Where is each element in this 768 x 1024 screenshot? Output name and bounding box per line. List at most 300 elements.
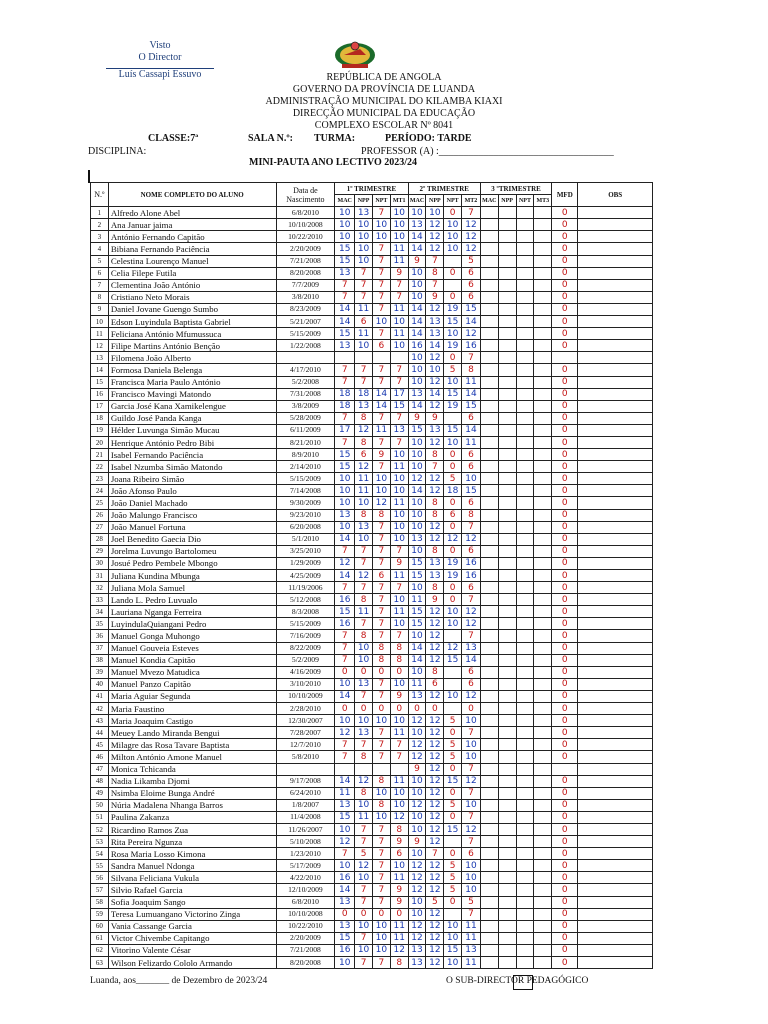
- row-number[interactable]: 49: [91, 787, 109, 799]
- grade-t1-1[interactable]: 7: [355, 376, 373, 388]
- row-number[interactable]: 37: [91, 642, 109, 654]
- student-name[interactable]: António Fernando Capitão: [108, 231, 276, 243]
- grade-t1-3[interactable]: 15: [390, 400, 408, 412]
- student-name[interactable]: Victor Chivembe Capitango: [108, 932, 276, 944]
- obs-cell[interactable]: [578, 908, 653, 920]
- grade-t3-3[interactable]: [534, 957, 552, 969]
- grade-t1-2[interactable]: 8: [372, 654, 390, 666]
- grade-t1-2[interactable]: 7: [372, 896, 390, 908]
- grade-t3-1[interactable]: [498, 303, 516, 315]
- grade-t2-3[interactable]: 6: [462, 449, 481, 461]
- row-number[interactable]: 5: [91, 255, 109, 267]
- mfd-value[interactable]: 0: [552, 424, 578, 436]
- mfd-value[interactable]: 0: [552, 836, 578, 848]
- row-number[interactable]: 55: [91, 860, 109, 872]
- grade-t2-3[interactable]: 11: [462, 920, 481, 932]
- row-number[interactable]: 13: [91, 352, 109, 364]
- obs-cell[interactable]: [578, 340, 653, 352]
- grade-t1-2[interactable]: 7: [372, 751, 390, 763]
- grade-t2-2[interactable]: [444, 412, 462, 424]
- grade-t1-3[interactable]: 8: [390, 957, 408, 969]
- grade-t3-1[interactable]: [498, 570, 516, 582]
- grade-t3-1[interactable]: [498, 340, 516, 352]
- grade-t3-3[interactable]: [534, 424, 552, 436]
- grade-t1-1[interactable]: 0: [355, 703, 373, 715]
- grade-t2-3[interactable]: 12: [462, 243, 481, 255]
- student-name[interactable]: Guildo José Panda Kanga: [108, 412, 276, 424]
- grade-t2-2[interactable]: 5: [444, 739, 462, 751]
- grade-t3-3[interactable]: [534, 279, 552, 291]
- grade-t1-3[interactable]: 10: [390, 618, 408, 630]
- grade-t2-1[interactable]: 12: [426, 533, 444, 545]
- birth-date[interactable]: 3/8/2009: [276, 400, 335, 412]
- grade-t1-1[interactable]: 7: [355, 364, 373, 376]
- student-name[interactable]: Vitorino Valente César: [108, 944, 276, 956]
- birth-date[interactable]: 4/16/2009: [276, 666, 335, 678]
- grade-t3-0[interactable]: [480, 267, 498, 279]
- grade-t3-1[interactable]: [498, 654, 516, 666]
- grade-t2-1[interactable]: 12: [426, 763, 444, 775]
- grade-t1-2[interactable]: 10: [372, 485, 390, 497]
- grade-t3-2[interactable]: [516, 328, 534, 340]
- grade-t3-0[interactable]: [480, 207, 498, 219]
- grade-t1-0[interactable]: 10: [335, 823, 355, 835]
- grade-t2-1[interactable]: 12: [426, 630, 444, 642]
- grade-t2-2[interactable]: 19: [444, 340, 462, 352]
- grade-t2-0[interactable]: 15: [408, 606, 426, 618]
- grade-t2-2[interactable]: 15: [444, 316, 462, 328]
- grade-t2-2[interactable]: [444, 678, 462, 690]
- grade-t2-1[interactable]: 7: [426, 848, 444, 860]
- obs-cell[interactable]: [578, 485, 653, 497]
- grade-t2-1[interactable]: 12: [426, 957, 444, 969]
- grade-t1-1[interactable]: 10: [355, 872, 373, 884]
- birth-date[interactable]: 9/30/2009: [276, 497, 335, 509]
- grade-t3-0[interactable]: [480, 836, 498, 848]
- grade-t3-0[interactable]: [480, 582, 498, 594]
- birth-date[interactable]: 2/14/2010: [276, 461, 335, 473]
- birth-date[interactable]: 5/17/2009: [276, 860, 335, 872]
- grade-t1-2[interactable]: 10: [372, 944, 390, 956]
- grade-t2-0[interactable]: 13: [408, 219, 426, 231]
- mfd-value[interactable]: [552, 763, 578, 775]
- grade-t3-2[interactable]: [516, 521, 534, 533]
- grade-t2-1[interactable]: 12: [426, 920, 444, 932]
- grade-t3-3[interactable]: [534, 291, 552, 303]
- mfd-value[interactable]: 0: [552, 920, 578, 932]
- row-number[interactable]: 24: [91, 485, 109, 497]
- grade-t1-0[interactable]: 0: [335, 908, 355, 920]
- grade-t2-1[interactable]: 12: [426, 436, 444, 448]
- grade-t2-1[interactable]: 12: [426, 690, 444, 702]
- obs-cell[interactable]: [578, 303, 653, 315]
- grade-t3-1[interactable]: [498, 884, 516, 896]
- obs-cell[interactable]: [578, 291, 653, 303]
- grade-t2-0[interactable]: 9: [408, 763, 426, 775]
- grade-t1-0[interactable]: 0: [335, 666, 355, 678]
- grade-t2-2[interactable]: [444, 630, 462, 642]
- row-number[interactable]: 11: [91, 328, 109, 340]
- grade-t3-1[interactable]: [498, 461, 516, 473]
- grade-t3-3[interactable]: [534, 570, 552, 582]
- grade-t2-3[interactable]: 12: [462, 690, 481, 702]
- grade-t3-1[interactable]: [498, 642, 516, 654]
- grade-t3-3[interactable]: [534, 376, 552, 388]
- grade-t3-0[interactable]: [480, 545, 498, 557]
- grade-t2-1[interactable]: 12: [426, 727, 444, 739]
- grade-t2-3[interactable]: 10: [462, 860, 481, 872]
- grade-t1-3[interactable]: 9: [390, 884, 408, 896]
- grade-t3-2[interactable]: [516, 606, 534, 618]
- grade-t3-2[interactable]: [516, 545, 534, 557]
- grade-t2-0[interactable]: 10: [408, 666, 426, 678]
- grade-t2-2[interactable]: 0: [444, 582, 462, 594]
- grade-t2-0[interactable]: 10: [408, 908, 426, 920]
- birth-date[interactable]: 7/21/2008: [276, 255, 335, 267]
- grade-t2-1[interactable]: 12: [426, 352, 444, 364]
- grade-t1-0[interactable]: 13: [335, 267, 355, 279]
- grade-t1-1[interactable]: 8: [355, 787, 373, 799]
- grade-t3-0[interactable]: [480, 509, 498, 521]
- grade-t3-1[interactable]: [498, 509, 516, 521]
- obs-cell[interactable]: [578, 328, 653, 340]
- grade-t2-2[interactable]: 15: [444, 823, 462, 835]
- mfd-value[interactable]: 0: [552, 739, 578, 751]
- birth-date[interactable]: 10/22/2010: [276, 920, 335, 932]
- grade-t3-3[interactable]: [534, 449, 552, 461]
- grade-t3-2[interactable]: [516, 219, 534, 231]
- birth-date[interactable]: 11/19/2006: [276, 582, 335, 594]
- grade-t1-0[interactable]: [335, 352, 355, 364]
- grade-t1-0[interactable]: 14: [335, 884, 355, 896]
- grade-t3-0[interactable]: [480, 557, 498, 569]
- grade-t3-2[interactable]: [516, 243, 534, 255]
- row-number[interactable]: 2: [91, 219, 109, 231]
- row-number[interactable]: 34: [91, 606, 109, 618]
- grade-t2-1[interactable]: 12: [426, 473, 444, 485]
- grade-t1-2[interactable]: 8: [372, 642, 390, 654]
- grade-t2-3[interactable]: 10: [462, 751, 481, 763]
- grade-t1-3[interactable]: 11: [390, 775, 408, 787]
- obs-cell[interactable]: [578, 739, 653, 751]
- grade-t3-0[interactable]: [480, 884, 498, 896]
- grade-t3-3[interactable]: [534, 509, 552, 521]
- grade-t2-1[interactable]: 7: [426, 255, 444, 267]
- grade-t2-3[interactable]: 8: [462, 364, 481, 376]
- grade-t3-3[interactable]: [534, 823, 552, 835]
- row-number[interactable]: 16: [91, 388, 109, 400]
- grade-t3-1[interactable]: [498, 690, 516, 702]
- grade-t1-3[interactable]: 10: [390, 340, 408, 352]
- grade-t2-3[interactable]: 14: [462, 388, 481, 400]
- row-number[interactable]: 1: [91, 207, 109, 219]
- grade-t3-0[interactable]: [480, 291, 498, 303]
- grade-t1-0[interactable]: 15: [335, 328, 355, 340]
- birth-date[interactable]: 5/21/2007: [276, 316, 335, 328]
- grade-t3-1[interactable]: [498, 896, 516, 908]
- grade-t3-2[interactable]: [516, 884, 534, 896]
- grade-t3-0[interactable]: [480, 412, 498, 424]
- grade-t1-3[interactable]: 10: [390, 219, 408, 231]
- obs-cell[interactable]: [578, 836, 653, 848]
- obs-cell[interactable]: [578, 654, 653, 666]
- grade-t2-1[interactable]: 12: [426, 836, 444, 848]
- grade-t1-3[interactable]: 10: [390, 509, 408, 521]
- mfd-value[interactable]: 0: [552, 243, 578, 255]
- obs-cell[interactable]: [578, 896, 653, 908]
- grade-t1-2[interactable]: 7: [372, 823, 390, 835]
- grade-t1-0[interactable]: 11: [335, 787, 355, 799]
- obs-cell[interactable]: [578, 545, 653, 557]
- grade-t1-1[interactable]: 7: [355, 896, 373, 908]
- grade-t1-0[interactable]: 14: [335, 533, 355, 545]
- row-number[interactable]: 12: [91, 340, 109, 352]
- grade-t3-0[interactable]: [480, 872, 498, 884]
- birth-date[interactable]: 8/23/2009: [276, 303, 335, 315]
- grade-t1-0[interactable]: 12: [335, 836, 355, 848]
- grade-t3-1[interactable]: [498, 932, 516, 944]
- grade-t1-2[interactable]: 10: [372, 231, 390, 243]
- grade-t1-2[interactable]: 7: [372, 243, 390, 255]
- grade-t3-0[interactable]: [480, 606, 498, 618]
- grade-t3-3[interactable]: [534, 654, 552, 666]
- grade-t2-1[interactable]: 7: [426, 279, 444, 291]
- grade-t2-0[interactable]: 15: [408, 570, 426, 582]
- grade-t2-1[interactable]: 9: [426, 412, 444, 424]
- birth-date[interactable]: 9/23/2010: [276, 509, 335, 521]
- obs-cell[interactable]: [578, 751, 653, 763]
- grade-t1-3[interactable]: 11: [390, 255, 408, 267]
- grade-t2-0[interactable]: 14: [408, 243, 426, 255]
- birth-date[interactable]: 8/21/2010: [276, 436, 335, 448]
- grade-t2-2[interactable]: 0: [444, 763, 462, 775]
- birth-date[interactable]: 8/20/2008: [276, 267, 335, 279]
- grade-t1-1[interactable]: 10: [355, 944, 373, 956]
- grade-t2-0[interactable]: 9: [408, 836, 426, 848]
- grade-t2-1[interactable]: 12: [426, 908, 444, 920]
- grade-t2-1[interactable]: 12: [426, 739, 444, 751]
- grade-t2-1[interactable]: 13: [426, 570, 444, 582]
- grade-t2-3[interactable]: 16: [462, 557, 481, 569]
- grade-t1-3[interactable]: 9: [390, 267, 408, 279]
- student-name[interactable]: Josué Pedro Pembele Mbongo: [108, 557, 276, 569]
- mfd-value[interactable]: 0: [552, 364, 578, 376]
- grade-t1-1[interactable]: 7: [355, 279, 373, 291]
- grade-t3-3[interactable]: [534, 848, 552, 860]
- grade-t3-1[interactable]: [498, 533, 516, 545]
- mfd-value[interactable]: 0: [552, 751, 578, 763]
- student-name[interactable]: Feliciana António Mfumussuca: [108, 328, 276, 340]
- grade-t3-1[interactable]: [498, 557, 516, 569]
- grade-t3-0[interactable]: [480, 751, 498, 763]
- grade-t1-3[interactable]: 8: [390, 823, 408, 835]
- grade-t2-1[interactable]: 12: [426, 775, 444, 787]
- grade-t1-0[interactable]: 7: [335, 751, 355, 763]
- grade-t3-1[interactable]: [498, 920, 516, 932]
- grade-t2-0[interactable]: 10: [408, 267, 426, 279]
- grade-t3-3[interactable]: [534, 243, 552, 255]
- grade-t2-1[interactable]: 10: [426, 364, 444, 376]
- grade-t1-3[interactable]: 11: [390, 243, 408, 255]
- obs-cell[interactable]: [578, 763, 653, 775]
- grade-t2-3[interactable]: 16: [462, 570, 481, 582]
- grade-t1-2[interactable]: 7: [372, 836, 390, 848]
- grade-t1-2[interactable]: 7: [372, 364, 390, 376]
- birth-date[interactable]: 11/4/2008: [276, 811, 335, 823]
- grade-t2-0[interactable]: 10: [408, 376, 426, 388]
- mfd-value[interactable]: 0: [552, 461, 578, 473]
- grade-t3-2[interactable]: [516, 763, 534, 775]
- grade-t3-2[interactable]: [516, 255, 534, 267]
- row-number[interactable]: 21: [91, 449, 109, 461]
- grade-t2-2[interactable]: 10: [444, 376, 462, 388]
- grade-t2-2[interactable]: 0: [444, 497, 462, 509]
- grade-t1-1[interactable]: 10: [355, 642, 373, 654]
- student-name[interactable]: Joel Benedito Gaecia Dio: [108, 533, 276, 545]
- mfd-value[interactable]: 0: [552, 823, 578, 835]
- student-name[interactable]: Teresa Lumuangano Victorino Zinga: [108, 908, 276, 920]
- birth-date[interactable]: 5/12/2008: [276, 594, 335, 606]
- row-number[interactable]: 19: [91, 424, 109, 436]
- grade-t3-2[interactable]: [516, 267, 534, 279]
- grade-t1-0[interactable]: 7: [335, 436, 355, 448]
- student-name[interactable]: Manuel Panzo Capitão: [108, 678, 276, 690]
- grade-t3-1[interactable]: [498, 823, 516, 835]
- grade-t2-2[interactable]: 0: [444, 207, 462, 219]
- obs-cell[interactable]: [578, 860, 653, 872]
- grade-t3-2[interactable]: [516, 799, 534, 811]
- grade-t3-0[interactable]: [480, 243, 498, 255]
- grade-t1-1[interactable]: 8: [355, 630, 373, 642]
- row-number[interactable]: 10: [91, 316, 109, 328]
- grade-t2-1[interactable]: 12: [426, 376, 444, 388]
- grade-t3-1[interactable]: [498, 715, 516, 727]
- grade-t1-3[interactable]: 7: [390, 630, 408, 642]
- student-name[interactable]: Ana Januar jaima: [108, 219, 276, 231]
- grade-t1-2[interactable]: 10: [372, 932, 390, 944]
- grade-t1-1[interactable]: 11: [355, 328, 373, 340]
- mfd-value[interactable]: 0: [552, 727, 578, 739]
- grade-t3-3[interactable]: [534, 860, 552, 872]
- mfd-value[interactable]: 0: [552, 703, 578, 715]
- grade-t1-2[interactable]: 7: [372, 207, 390, 219]
- student-name[interactable]: Milagre das Rosa Tavare Baptista: [108, 739, 276, 751]
- grade-t3-2[interactable]: [516, 594, 534, 606]
- grade-t2-3[interactable]: 15: [462, 485, 481, 497]
- grade-t1-1[interactable]: 13: [355, 521, 373, 533]
- grade-t1-0[interactable]: 7: [335, 291, 355, 303]
- grade-t2-0[interactable]: 14: [408, 231, 426, 243]
- grade-t2-0[interactable]: 10: [408, 630, 426, 642]
- grade-t2-2[interactable]: 10: [444, 932, 462, 944]
- mfd-value[interactable]: 0: [552, 690, 578, 702]
- grade-t1-0[interactable]: 13: [335, 340, 355, 352]
- birth-date[interactable]: 5/15/2009: [276, 618, 335, 630]
- obs-cell[interactable]: [578, 352, 653, 364]
- grade-t1-3[interactable]: 7: [390, 279, 408, 291]
- grade-t1-0[interactable]: 16: [335, 944, 355, 956]
- grade-t2-0[interactable]: 12: [408, 872, 426, 884]
- grade-t2-3[interactable]: 6: [462, 545, 481, 557]
- grade-t2-1[interactable]: 12: [426, 751, 444, 763]
- grade-t2-1[interactable]: 12: [426, 303, 444, 315]
- grade-t3-2[interactable]: [516, 823, 534, 835]
- row-number[interactable]: 15: [91, 376, 109, 388]
- grade-t1-3[interactable]: 7: [390, 751, 408, 763]
- grade-t2-3[interactable]: 6: [462, 678, 481, 690]
- grade-t1-0[interactable]: 10: [335, 485, 355, 497]
- grade-t2-3[interactable]: 10: [462, 739, 481, 751]
- grade-t2-1[interactable]: 12: [426, 715, 444, 727]
- grade-t3-2[interactable]: [516, 739, 534, 751]
- grade-t3-2[interactable]: [516, 860, 534, 872]
- grade-t3-3[interactable]: [534, 799, 552, 811]
- birth-date[interactable]: 8/20/2008: [276, 957, 335, 969]
- grade-t2-0[interactable]: 12: [408, 860, 426, 872]
- grade-t3-3[interactable]: [534, 630, 552, 642]
- grade-t2-0[interactable]: 10: [408, 497, 426, 509]
- obs-cell[interactable]: [578, 557, 653, 569]
- grade-t1-1[interactable]: 7: [355, 545, 373, 557]
- student-name[interactable]: Filipe Martins António Benção: [108, 340, 276, 352]
- grade-t3-3[interactable]: [534, 775, 552, 787]
- grade-t2-3[interactable]: 7: [462, 763, 481, 775]
- grade-t3-3[interactable]: [534, 787, 552, 799]
- grade-t3-3[interactable]: [534, 678, 552, 690]
- grade-t3-2[interactable]: [516, 376, 534, 388]
- obs-cell[interactable]: [578, 461, 653, 473]
- grade-t3-3[interactable]: [534, 920, 552, 932]
- grade-t2-2[interactable]: 0: [444, 811, 462, 823]
- obs-cell[interactable]: [578, 678, 653, 690]
- grade-t2-3[interactable]: 10: [462, 799, 481, 811]
- grade-t1-3[interactable]: 10: [390, 715, 408, 727]
- grade-t1-0[interactable]: 13: [335, 920, 355, 932]
- grade-t2-1[interactable]: 6: [426, 678, 444, 690]
- birth-date[interactable]: 9/17/2008: [276, 775, 335, 787]
- grade-t2-0[interactable]: 12: [408, 715, 426, 727]
- grade-t2-3[interactable]: 7: [462, 352, 481, 364]
- obs-cell[interactable]: [578, 400, 653, 412]
- grade-t1-0[interactable]: 7: [335, 582, 355, 594]
- grade-t2-1[interactable]: 12: [426, 521, 444, 533]
- obs-cell[interactable]: [578, 823, 653, 835]
- grade-t3-0[interactable]: [480, 823, 498, 835]
- grade-t2-2[interactable]: 0: [444, 521, 462, 533]
- grade-t1-0[interactable]: 13: [335, 896, 355, 908]
- grade-t2-3[interactable]: 10: [462, 884, 481, 896]
- grade-t2-0[interactable]: 10: [408, 521, 426, 533]
- grade-t3-2[interactable]: [516, 352, 534, 364]
- grade-t1-3[interactable]: 7: [390, 412, 408, 424]
- student-name[interactable]: Garcia José Kana Xamikelengue: [108, 400, 276, 412]
- grade-t2-3[interactable]: 7: [462, 594, 481, 606]
- grade-t1-2[interactable]: 7: [372, 872, 390, 884]
- grade-t3-2[interactable]: [516, 424, 534, 436]
- grade-t2-0[interactable]: 14: [408, 654, 426, 666]
- birth-date[interactable]: 4/22/2010: [276, 872, 335, 884]
- grade-t1-2[interactable]: 0: [372, 666, 390, 678]
- grade-t3-3[interactable]: [534, 944, 552, 956]
- grade-t3-2[interactable]: [516, 291, 534, 303]
- grade-t3-2[interactable]: [516, 666, 534, 678]
- grade-t1-0[interactable]: 7: [335, 545, 355, 557]
- grade-t1-2[interactable]: 7: [372, 545, 390, 557]
- grade-t1-2[interactable]: 7: [372, 582, 390, 594]
- mfd-value[interactable]: 0: [552, 509, 578, 521]
- grade-t2-0[interactable]: 10: [408, 207, 426, 219]
- grade-t2-2[interactable]: [444, 908, 462, 920]
